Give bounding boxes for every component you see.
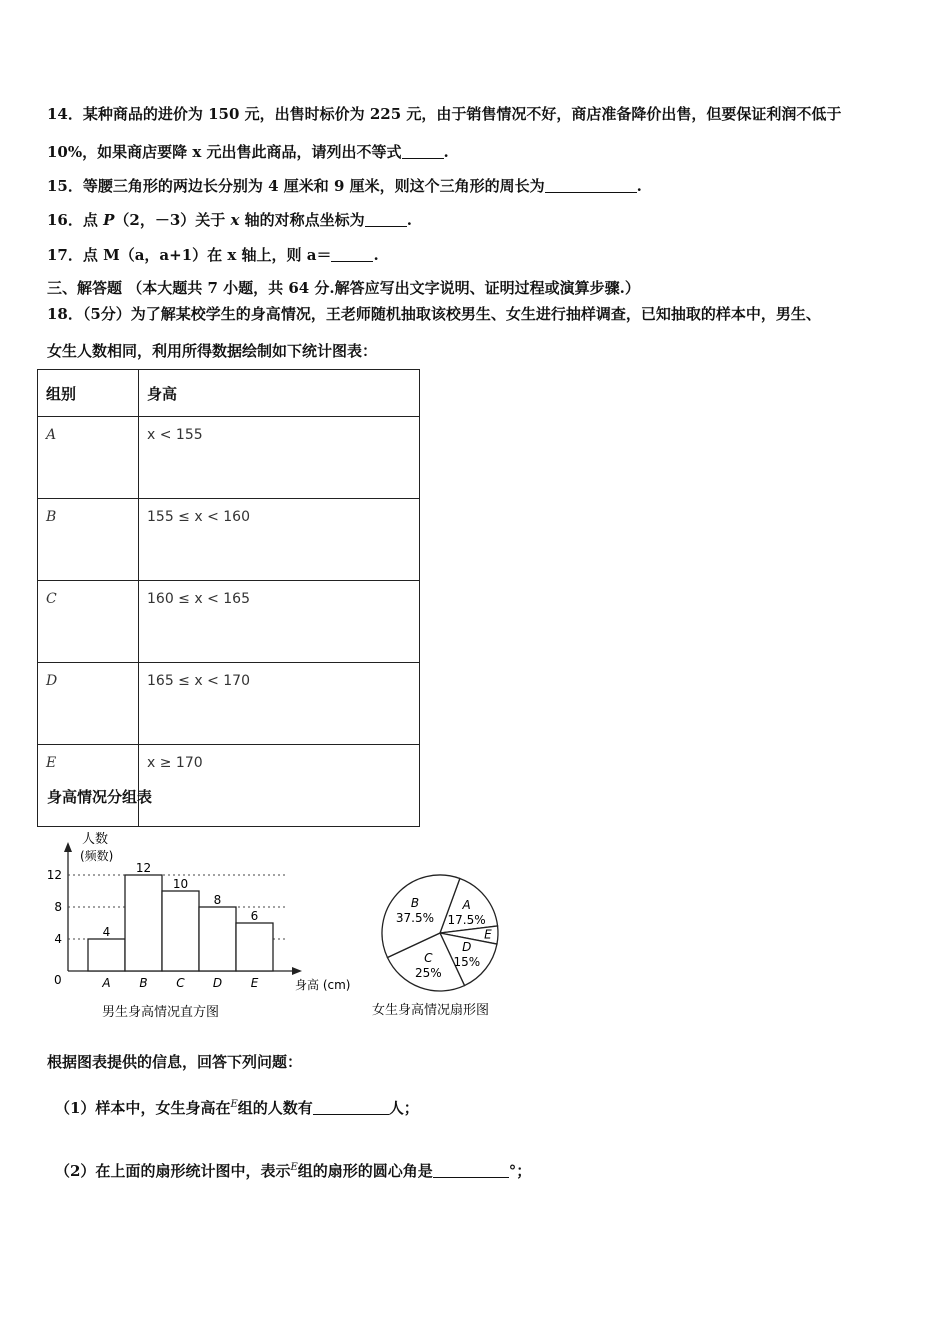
table-header-height: 身高 — [139, 370, 420, 417]
histogram-bar — [236, 923, 273, 971]
sub2-text-2: 组的扇形的圆心角是 — [297, 1162, 433, 1180]
x-category-label: C — [176, 976, 185, 990]
q16-end: . — [406, 211, 412, 229]
pie-percent-label: 25% — [415, 965, 442, 980]
x-axis-arrow — [292, 967, 302, 975]
sub2-answer-blank[interactable] — [433, 1163, 509, 1178]
x-category-label: B — [139, 976, 148, 990]
pie-slice-label: C — [424, 950, 433, 965]
group-label: D — [46, 673, 58, 689]
q16-text-2: （2，－3）关于 — [114, 211, 231, 229]
sub-question-2 — [55, 1160, 531, 1181]
bar-value-label: 10 — [172, 877, 189, 891]
q14-text: 10%，如果商店要降 x 元出售此商品，请列出不等式 — [47, 143, 402, 161]
group-label: E — [46, 755, 57, 771]
q16 — [47, 209, 412, 230]
table-row — [38, 499, 420, 581]
bar-value-label: 12 — [135, 861, 152, 875]
sub1-group-e: E — [230, 1099, 238, 1110]
height-range: 165 ≤ x < 170 — [147, 673, 250, 689]
y-axis-arrow — [64, 842, 72, 852]
sub-question-1 — [55, 1097, 419, 1118]
bar-value-label: 6 — [250, 909, 259, 923]
table-row — [38, 417, 420, 499]
group-label: B — [46, 509, 57, 525]
table-row — [38, 581, 420, 663]
sub1-end: 人； — [388, 1099, 419, 1117]
q16-x: x — [230, 211, 240, 229]
q16-text-3: 轴的对称点坐标为 — [239, 211, 365, 229]
histogram-title: 男生身高情况直方图 — [102, 1005, 220, 1020]
bar-value-label: 8 — [213, 893, 222, 907]
group-label: A — [46, 427, 57, 443]
histogram-bar — [125, 875, 162, 971]
q15 — [47, 175, 642, 196]
pie-slice-label: B — [410, 896, 420, 911]
origin-label: 0 — [54, 973, 62, 987]
q18-line2: 女生人数相同，利用所得数据绘制如下统计图表： — [47, 342, 378, 360]
histogram-bar — [162, 891, 199, 971]
q18-line1: 18．（5分）为了解某校学生的身高情况，王老师随机抽取该校男生、女生进行抽样调查，已知抽取的样本中，男生、 — [47, 305, 821, 323]
height-range: 160 ≤ x < 165 — [147, 591, 250, 607]
girls-height-pie-chart — [360, 826, 540, 1026]
x-axis-label: 身高 (cm) — [295, 978, 351, 992]
q15-answer-blank[interactable] — [545, 178, 637, 193]
q15-text: 15．等腰三角形的两边长分别为 4 厘米和 9 厘米，则这个三角形的周长为 — [47, 177, 545, 195]
sub2-group-e: E — [290, 1162, 298, 1173]
x-category-label: D — [212, 976, 223, 990]
q14-line2 — [47, 141, 449, 162]
q14-line1: 14．某种商品的进价为 150 元，出售时标价为 225 元，由于销售情况不好，商店准备降价出售，但要保证利润不低于 — [47, 105, 842, 123]
y-tick-label: 12 — [46, 868, 62, 882]
y-tick-label: 4 — [54, 932, 62, 946]
y-axis-label-2: (频数) — [80, 849, 114, 863]
q16-text: 16．点 — [47, 211, 104, 229]
sub1-text-2: 组的人数有 — [237, 1099, 313, 1117]
y-axis-label: 人数 — [82, 832, 109, 847]
x-category-label: E — [250, 976, 259, 990]
sub1-answer-blank[interactable] — [313, 1100, 389, 1115]
q14-answer-blank[interactable] — [402, 144, 444, 159]
table-header-group: 组别 — [38, 370, 139, 417]
sub1-text: （1）样本中，女生身高在 — [55, 1099, 231, 1117]
q14-end: . — [443, 143, 449, 161]
q16-point-p: P — [103, 211, 115, 229]
bar-value-label: 4 — [102, 925, 111, 939]
pie-title: 女生身高情况扇形图 — [372, 1003, 490, 1018]
pie-percent-label: 17.5% — [447, 912, 486, 927]
pie-percent-label: 37.5% — [395, 911, 434, 926]
q17-answer-blank[interactable] — [331, 247, 373, 262]
pie-slice-label: A — [462, 897, 471, 912]
height-range: x ≥ 170 — [147, 755, 203, 771]
table-row — [38, 663, 420, 745]
sub2-end: °； — [508, 1162, 532, 1180]
q17 — [47, 244, 379, 265]
pie-percent-label: 15% — [453, 954, 481, 969]
table-caption: 身高情况分组表 — [47, 788, 153, 806]
boys-height-histogram — [40, 826, 380, 1026]
pie-slice-label: E — [484, 927, 492, 942]
q16-answer-blank[interactable] — [365, 212, 407, 227]
pie-slice-label: D — [462, 939, 472, 954]
height-group-table — [37, 369, 420, 827]
histogram-bar — [88, 939, 125, 971]
x-category-label: A — [102, 976, 111, 990]
q15-end: . — [636, 177, 642, 195]
group-label: C — [46, 591, 57, 607]
q17-end: . — [373, 246, 379, 264]
y-tick-label: 8 — [54, 900, 62, 914]
height-range: 155 ≤ x < 160 — [147, 509, 250, 525]
section-3-heading: 三、解答题 （本大题共 7 小题，共 64 分.解答应写出文字说明、证明过程或演算步骤.） — [47, 279, 640, 297]
question-prompt: 根据图表提供的信息，回答下列问题： — [47, 1053, 303, 1071]
q17-text: 17．点 M（a，a+1）在 x 轴上，则 a＝ — [47, 246, 332, 264]
sub2-text: （2）在上面的扇形统计图中，表示 — [55, 1162, 291, 1180]
height-range: x < 155 — [147, 427, 203, 443]
histogram-bar — [199, 907, 236, 971]
